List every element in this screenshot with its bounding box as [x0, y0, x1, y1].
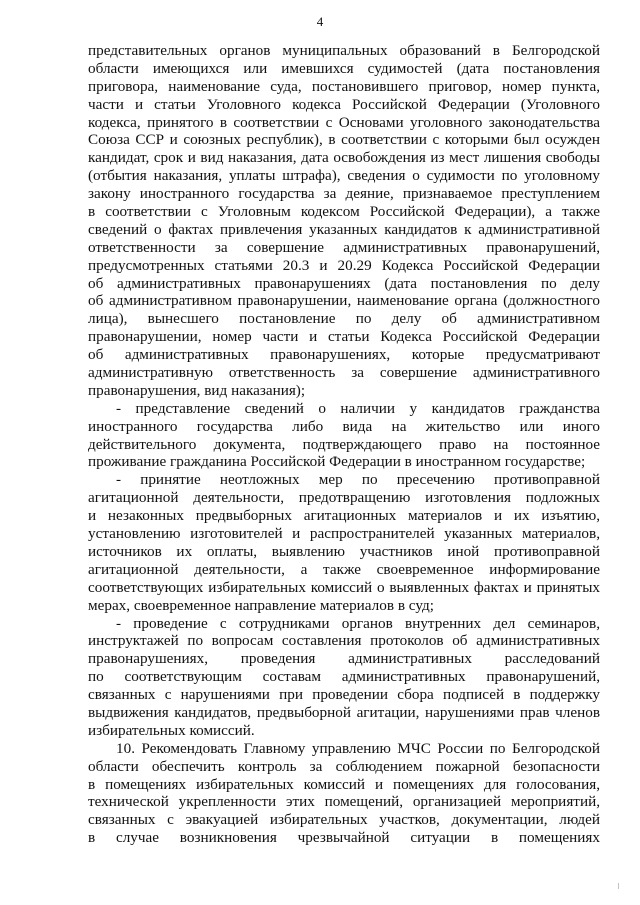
text-line: связанных с нарушениями при проведении сбора подписей в поддержку	[88, 686, 600, 704]
text-line: правонарушениях, проведения административных расследований	[88, 650, 600, 668]
text-line: сведений о фактах привлечения указанных кандидатов к административной	[88, 220, 600, 238]
text-line: источников их оплаты, выявлению участников иной противоправной	[88, 542, 600, 560]
text-line: иностранного государства либо вида на жительство или иного	[88, 417, 600, 435]
text-line: в помещениях избирательных комиссий и помещениях для голосования,	[88, 775, 600, 793]
text-line: мерах, своевременное направление материалов в суд;	[88, 596, 434, 614]
text-line: представительных органов муниципальных образований в Белгородской	[88, 42, 600, 59]
text-line: связанных с эвакуацией избирательных участков, документации, людей	[88, 811, 600, 829]
text-line: - представление сведений о наличии у кандидатов гражданства	[116, 399, 600, 417]
text-line: кодекса, принятого в соответствии с Основами уголовного законодательства	[88, 113, 600, 131]
text-line: об административном правонарушении, наименование органа (должностного	[88, 292, 600, 310]
text-line: ответственности за совершение административных правонарушений,	[88, 238, 600, 256]
text-line: закону иностранного государства за деяние, признаваемое преступлением	[88, 185, 600, 203]
text-line: установлению изготовителей и распространителей указанных материалов,	[88, 525, 600, 543]
text-line: приговора, наименование суда, постановившего приговор, номер пункта,	[88, 77, 600, 95]
text-line: инструктажей по вопросам составления протоколов об административных	[88, 632, 600, 650]
text-line: административную ответственность за совершение административного	[88, 364, 600, 382]
text-line: соответствующих избирательных комиссий о выявленных фактах и принятых	[88, 578, 600, 596]
text-line: области обеспечить контроль за соблюдением пожарной безопасности	[88, 757, 600, 775]
scan-mark	[618, 883, 623, 889]
text-line: и незаконных предвыборных агитационных материалов и их изъятию,	[88, 507, 600, 525]
text-line: в соответствии с Уголовным кодексом Российской Федерации), а также	[88, 203, 600, 221]
text-line: кандидат, срок и вид наказания, дата освобождения из мест лишения свободы	[88, 149, 600, 167]
text-line: Союза ССР и союзных республик), в соответствии с которыми был осужден	[88, 131, 600, 149]
text-line: проживание гражданина Российской Федерации в иностранном государстве;	[88, 453, 586, 471]
text-line: технической укрепленности этих помещений, организацией мероприятий,	[88, 793, 600, 811]
text-line: части и статьи Уголовного кодекса Российской Федерации (Уголовного	[88, 95, 600, 113]
text-line: в случае возникновения чрезвычайной ситуации в помещениях	[88, 829, 600, 847]
text-line: выдвижения кандидатов, предвыборной агитации, нарушениями прав членов	[88, 703, 600, 721]
text-line: области имеющихся или имевшихся судимостей (дата постановления	[88, 59, 600, 77]
text-line: (отбытия наказания, уплаты штрафа), сведения о судимости по уголовному	[88, 167, 600, 185]
text-line: действительного документа, подтверждающего право на постоянное	[88, 435, 600, 453]
text-line: 10. Рекомендовать Главному управлению МЧС России по Белгородской	[116, 739, 600, 757]
text-line: избирательных комиссий.	[88, 721, 255, 739]
text-line: лица), вынесшего постановление по делу об административном	[88, 310, 600, 328]
text-line: агитационной деятельности, а также своевременное информирование	[88, 560, 600, 578]
page-number: 4	[316, 14, 324, 29]
text-line: агитационной деятельности, предотвращению изготовления подложных	[88, 489, 600, 507]
text-line: - принятие неотложных мер по пресечению противоправной	[116, 471, 600, 489]
text-line: правонарушении, номер части и статьи Кодекса Российской Федерации	[88, 328, 600, 346]
text-line: - проведение с сотрудниками органов внутренних дел семинаров,	[116, 614, 600, 632]
text-line: предусмотренных статьями 20.3 и 20.29 Кодекса Российской Федерации	[88, 256, 600, 274]
text-line: по соответствующим составам административных правонарушений,	[88, 668, 600, 686]
text-line: об административных правонарушениях (дата постановления по делу	[88, 274, 600, 292]
body-text	[88, 42, 600, 847]
text-line: правонарушения, вид наказания);	[88, 381, 306, 399]
text-line: об административных правонарушениях, которые предусматривают	[88, 346, 600, 364]
